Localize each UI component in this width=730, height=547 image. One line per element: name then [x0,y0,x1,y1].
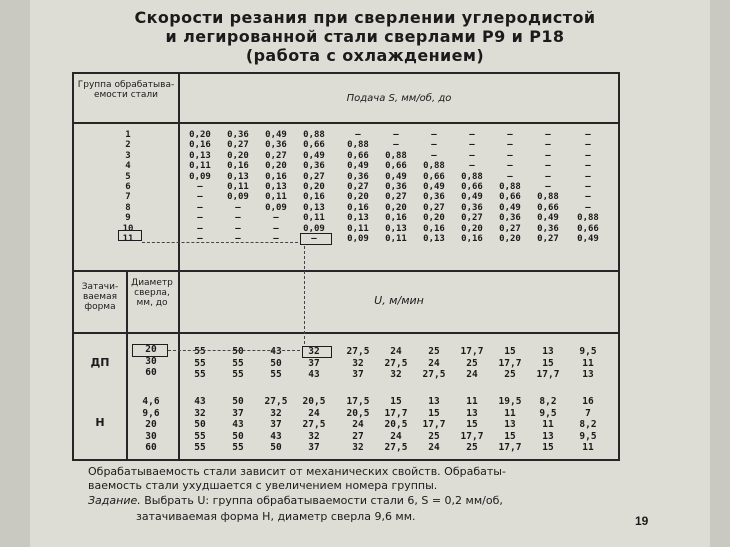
feed-column: — — — 0,88 0,66 0,49 0,36 0,27 0,20 0,16 0,13 [423,130,445,245]
lower-header-divider [74,332,618,334]
feed-column: 0,20 0,16 0,13 0,11 0,09 — — — — — — [189,130,211,245]
speed-column-dp: 32 37 43 [308,346,320,381]
task-line-2: затачиваемая форма Н, диаметр сверла 9,6 мм. [136,510,416,523]
feed-column: 0,49 0,36 0,27 0,20 0,16 0,13 0,11 0,09 — — — [265,130,287,245]
feed-column: — — — — — — 0,88 0,66 0,49 0,36 0,27 [537,130,559,245]
speed-column-n: 17,5 20,5 24 27 32 [346,396,370,454]
speed-column-n: 15 17,7 20,5 24 27,5 [384,396,408,454]
speed-column-n: 43 32 50 55 55 [194,396,206,454]
title-line-1: Скорости резания при сверлении углеродистой [134,8,596,27]
speed-column-dp: 55 55 55 [194,346,206,381]
group-guide-line [142,242,298,243]
feed-guide-line [304,246,305,344]
speed-column-dp: 15 17,7 25 [498,346,522,381]
form-n-label: Н [95,416,105,429]
feed-column: — — — — — — — — 0,88 0,66 0,49 [577,130,599,245]
note-line-1: Обрабатываемость стали зависит от механических свойств. Обрабаты- [88,465,506,478]
diameter-guide-line [168,350,300,351]
speed-header: U, м/мин [374,294,424,307]
speed-column-n: 19,5 11 13 15 17,7 [498,396,522,454]
speed-column-n: 50 37 43 50 55 [232,396,244,454]
group-number-column: 1 2 3 4 5 6 7 8 9 10 11 [122,130,134,245]
group-header: Группа обрабатыва-емости стали [77,80,175,100]
speed-column-dp: 25 24 27,5 [422,346,446,381]
title-line-2: и легированной стали сверлами Р9 и Р18 [165,27,565,46]
form-dp-label: ДП [90,356,110,369]
diameter-header: Диаметр сверла, мм, до [131,278,173,308]
speed-column-dp: 17,7 25 24 [460,346,484,381]
header-divider [74,122,618,124]
clamp-form-header: Затачи-ваемая форма [81,282,119,312]
task-label: Задание. [88,494,141,507]
feed-column: — — — — — 0,88 0,66 0,49 0,36 0,27 0,20 [499,130,521,245]
feed-column: — — 0,88 0,66 0,49 0,36 0,27 0,20 0,16 0,13 0,11 [385,130,407,245]
speed-column-dp: 9,5 11 13 [579,346,597,381]
speed-column-dp: 50 55 55 [232,346,244,381]
cutting-speed-table [72,72,620,461]
speed-column-n: 20,5 24 27,5 32 37 [302,396,326,454]
section-divider [74,270,618,272]
task-line-1 [0,494,730,508]
feed-column: 0,36 0,27 0,20 0,16 0,13 0,11 0,09 — — — — [227,130,249,245]
speed-column-dp: 27,5 32 37 [346,346,370,381]
speed-column-n: 11 13 15 17,7 25 [460,396,484,454]
diameter-dp-column: 20 30 60 [145,344,157,379]
feed-column: — — — — 0,88 0,66 0,49 0,36 0,27 0,20 0,16 [461,130,483,245]
speed-column-n: 13 15 17,7 25 24 [422,396,446,454]
feed-highlight [300,233,332,245]
group-9-highlight [118,230,142,241]
task-text-1: Выбрать U: группа обрабатываемости стали 6, S = 0,2 мм/об, [144,494,503,507]
speed-32-highlight [302,346,332,358]
title-line-3: (работа с охлаждением) [245,46,485,65]
speed-column-n: 16 7 8,2 9,5 11 [579,396,597,454]
speed-column-n: 27,5 32 37 43 50 [264,396,288,454]
diameter-n-column: 4,6 9,6 20 30 60 [142,396,160,454]
speed-column-dp: 24 27,5 32 [384,346,408,381]
feed-column: — 0,88 0,66 0,49 0,36 0,27 0,20 0,16 0,13 0,11 0,09 [347,130,369,245]
feed-header: Подача S, мм/об, до [346,93,452,104]
note-line-2: ваемость стали ухудшается с увеличением номера группы. [88,479,438,492]
speed-column-dp: 43 50 55 [270,346,282,381]
first-column-divider [178,74,180,459]
speed-column-dp: 13 15 17,7 [536,346,560,381]
page-number: 19 [635,514,649,528]
feed-column: 0,88 0,66 0,49 0,36 0,27 0,20 0,16 0,13 0,11 0,09 — [303,130,325,245]
speed-column-n: 8,2 9,5 11 13 15 [539,396,557,454]
diameter-20-highlight [132,344,168,357]
